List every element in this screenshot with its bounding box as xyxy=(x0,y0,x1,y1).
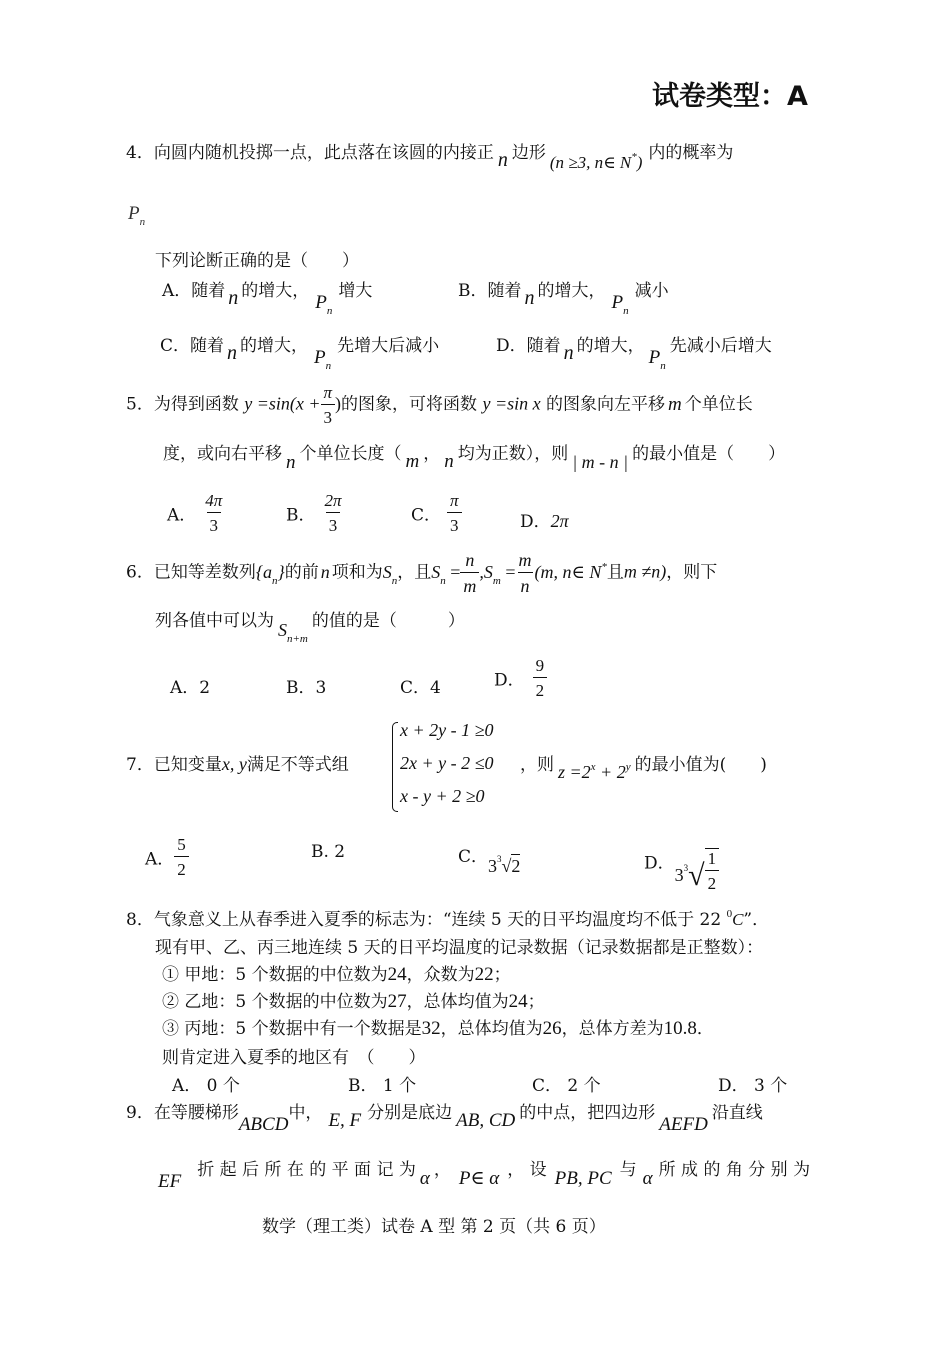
q7-inequality-2: 2x + y - 2 ≤0 xyxy=(400,753,494,773)
page-footer: 数学（理工类）试卷 A 型 第 2 页（共 6 页） xyxy=(262,1217,606,1237)
q4-option-c: C．随着 n 的增大，$P_n$先增大后减小 xyxy=(160,336,440,372)
q8-item-2: ② 乙地：5 个数据的中位数为27，总体均值为24； xyxy=(162,991,545,1012)
q6-stem-line1: 6．已知等差数列$\{a_n\}$的前 n 项和为$S_n$，且$S_n$ = $\frac{n}{m}$ $,S_m$ = $\frac{m}{n}$ (m, n∈ N*且m ≠n)，则下 xyxy=(126,550,718,596)
q4-option-d: D．随着 n 的增大，$P_n$先减小后增大 xyxy=(496,336,772,372)
q5-stem-line1: 5．为得到函数 y =sin(x + $\frac{\pi}{3}$ )的图象，可将函数 y =sin x 的图象向左平移 m 个单位长 xyxy=(126,383,753,427)
q6-option-c: C．4 xyxy=(400,678,441,698)
q5-option-b: B． $\frac{2\pi}{3}$ xyxy=(286,491,342,535)
q7-objective: ，则 $z =2^x + 2^y$ 的最小值为( ) xyxy=(520,755,767,782)
q6-stem-line2: 列各值中可以为 $S_{n+m}$的值的是（ ） xyxy=(155,611,465,645)
q7-option-b: B. 2 xyxy=(311,842,346,862)
radical-icon: √ xyxy=(688,858,705,892)
q5-option-a: A． $\frac{4\pi}{3}$ xyxy=(167,491,223,535)
paper-type-title: 试卷类型：A xyxy=(652,81,808,112)
q8-option-b: B． 1 个 xyxy=(348,1076,417,1096)
q7-option-a: A． $\frac{5}{2}$ xyxy=(145,836,189,878)
q4-option-b: B．随着 n 的增大，$P_n$减小 xyxy=(458,281,669,317)
q4-prompt: 下列论断正确的是（ ） xyxy=(155,251,359,271)
q6-option-a: A．2 xyxy=(170,678,211,698)
q6-option-b: B．3 xyxy=(286,678,327,698)
q7-stem: 7．已知变量x, y满足不等式组 xyxy=(126,754,349,775)
q7-option-c: C．$3^3√2$ xyxy=(458,847,521,876)
q6-option-d: D． $\frac{9}{2}$ xyxy=(494,657,547,699)
q9-stem-line1: 9．在等腰梯形ABCD中， E, F 分别是底边 AB, CD 的中点，把四边形AEFD沿直线 xyxy=(126,1103,763,1135)
q4-option-a: A．随着 n 的增大，$P_n$增大 xyxy=(162,281,373,317)
q5-stem-line2: 度，或向右平移 n 个单位长度（ m ， n 均为正数），则 | m - n | 的最小值是（ ） xyxy=(163,444,786,473)
q8-option-d: D． 3 个 xyxy=(718,1076,788,1096)
q5-option-d: D．2π xyxy=(520,511,569,532)
q8-stem-line2: 现有甲、乙、丙三地连续 5 天的日平均温度的记录数据（记录数据都是正整数）： xyxy=(155,938,764,958)
q7-option-d: D．$3^3√$ $\frac{1}{2}$ xyxy=(644,842,719,886)
q7-inequality-1: x + 2y - 1 ≥0 xyxy=(400,720,494,740)
q4-stem: 4．向圆内随机投掷一点，此点落在该圆的内接正 n 边形 (n ≥3, n∈ N*) 内的概率为 xyxy=(126,143,734,172)
q8-option-c: C． 2 个 xyxy=(532,1076,601,1096)
radical-icon: √ xyxy=(501,856,512,876)
q4-pn: $P_n$ xyxy=(128,203,146,228)
q7-inequality-3: x - y + 2 ≥0 xyxy=(400,786,485,806)
q8-option-a: A． 0 个 xyxy=(172,1076,240,1096)
q8-item-1: ① 甲地：5 个数据的中位数为24，众数为22； xyxy=(162,964,511,985)
q8-stem-line1: 8．气象意义上从春季进入夏季的标志为：“连续 5 天的日平均温度均不低于 22 $^0$C”． xyxy=(126,908,770,930)
q4-condition: (n ≥3, n∈ N*) xyxy=(549,151,643,172)
q7-system-brace xyxy=(392,722,398,812)
q8-item-3: ③ 丙地：5 个数据中有一个数据是32，总体均值为26，总体方差为10.8． xyxy=(162,1018,714,1039)
q9-stem-line2: EF折 起 后 所 在 的 平 面 记 为 α ， P∈ α ， 设 PB, PC 与 α 所 成 的 角 分 别 为 xyxy=(158,1160,811,1192)
q5-option-c: C． $\frac{\pi}{3}$ xyxy=(411,492,462,534)
q8-question: 则肯定进入夏季的地区有 （ ） xyxy=(162,1048,426,1068)
